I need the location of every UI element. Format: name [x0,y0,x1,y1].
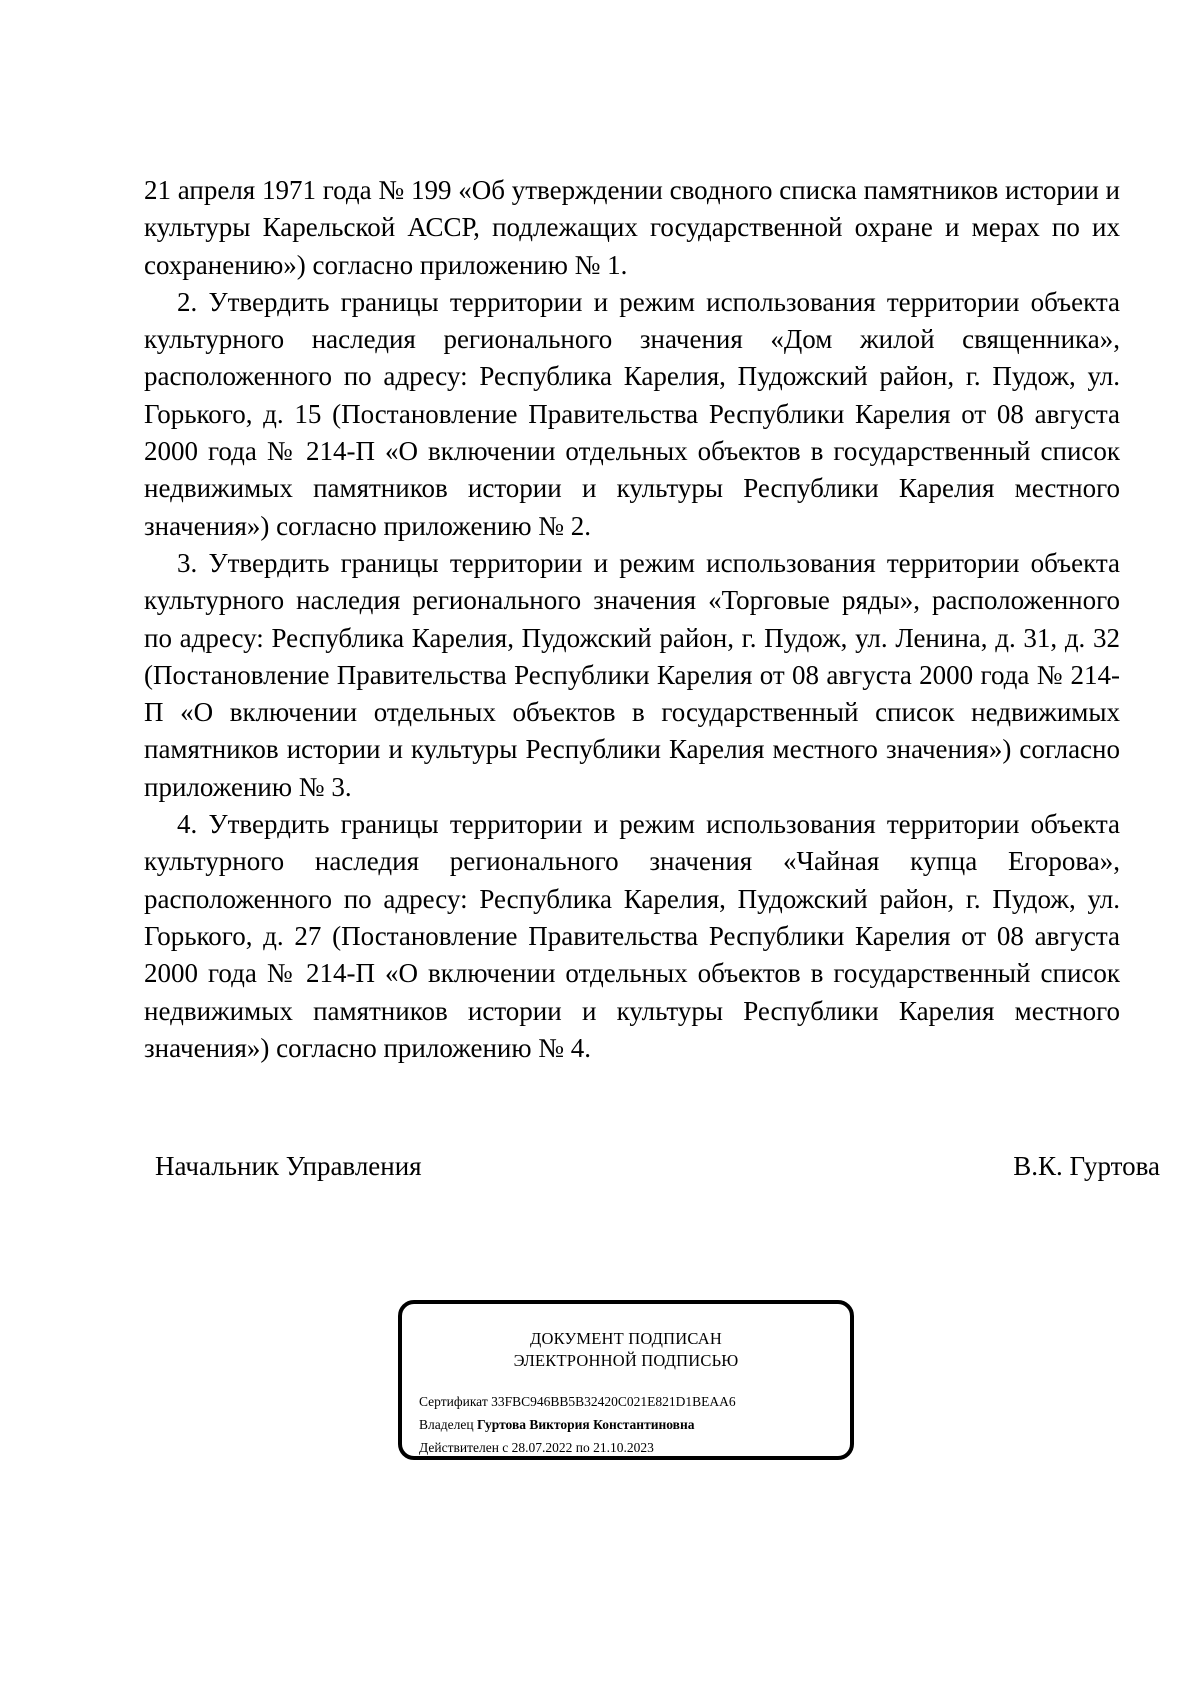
owner-value: Гуртова Виктория Константиновна [476,1417,695,1432]
owner-line [419,1413,736,1436]
valid-to-label: по [575,1440,590,1455]
paragraph-item-4: 4. Утвердить границы территории и режим использования территории объекта культурного наследия регионального значения «Чайная купца Егорова», расположенного по адресу: Республика Карелия, Пудожский район, г. Пудож, ул. Горького, д. 27 (Постановление Правительства Республики Карелия от 08 августа 2000 года № 214-П «О включении отдельных объектов в государственный список недвижимых памятников истории и культуры Республики Карелия местного значения») согласно приложению № 4. [144,809,1120,1063]
valid-from-label: Действителен с [419,1440,509,1455]
paragraph-continuation: 21 апреля 1971 года № 199 «Об утверждении сводного списка памятников истории и культуры Карельской АССР, подлежащих государственной охране и мерах по их сохранению») согласно приложению № 1. [144,175,1120,280]
certificate-label: Сертификат [419,1394,488,1409]
valid-to-value: 21.10.2023 [593,1440,654,1455]
electronic-signature-stamp [398,1300,854,1460]
signatory-name: В.К. Гуртова [1013,1151,1160,1181]
valid-from-value: 28.07.2022 [511,1440,573,1455]
stamp-title [402,1328,850,1372]
validity-line [419,1436,736,1459]
document-body [144,172,1120,1067]
stamp-title-line-1: ДОКУМЕНТ ПОДПИСАН [530,1329,722,1348]
owner-label: Владелец [419,1417,474,1432]
signatory-position: Начальник Управления [155,1151,422,1181]
paragraph-item-2: 2. Утвердить границы территории и режим использования территории объекта культурного наследия регионального значения «Дом жилой священника», расположенного по адресу: Республика Карелия, Пудожский район, г. Пудож, ул. Горького, д. 15 (Постановление Правительства Республики Карелия от 08 августа 2000 года № 214-П «О включении отдельных объектов в государственный список недвижимых памятников истории и культуры Республики Карелия местного значения») согласно приложению № 2. [144,286,1120,541]
certificate-value: 33FBC946BB5B32420C021E821D1BEAA6 [491,1394,736,1409]
stamp-title-line-2: ЭЛЕКТРОННОЙ ПОДПИСЬЮ [513,1351,739,1370]
paragraph-item-3: 3. Утвердить границы территории и режим использования территории объекта культурного наследия регионального значения «Торговые ряды», расположенного по адресу: Республика Карелия, Пудожский район, г. Пудож, ул. Ленина, д. 31, д. 32 (Постановление Правительства Республики Карелия от 08 августа 2000 года № 214-П «О включении отдельных объектов в государственный список недвижимых памятников истории и культуры Республики Карелия местного значения») согласно приложению № 3. [144,547,1120,802]
certificate-line [419,1390,736,1413]
stamp-details [419,1390,736,1459]
